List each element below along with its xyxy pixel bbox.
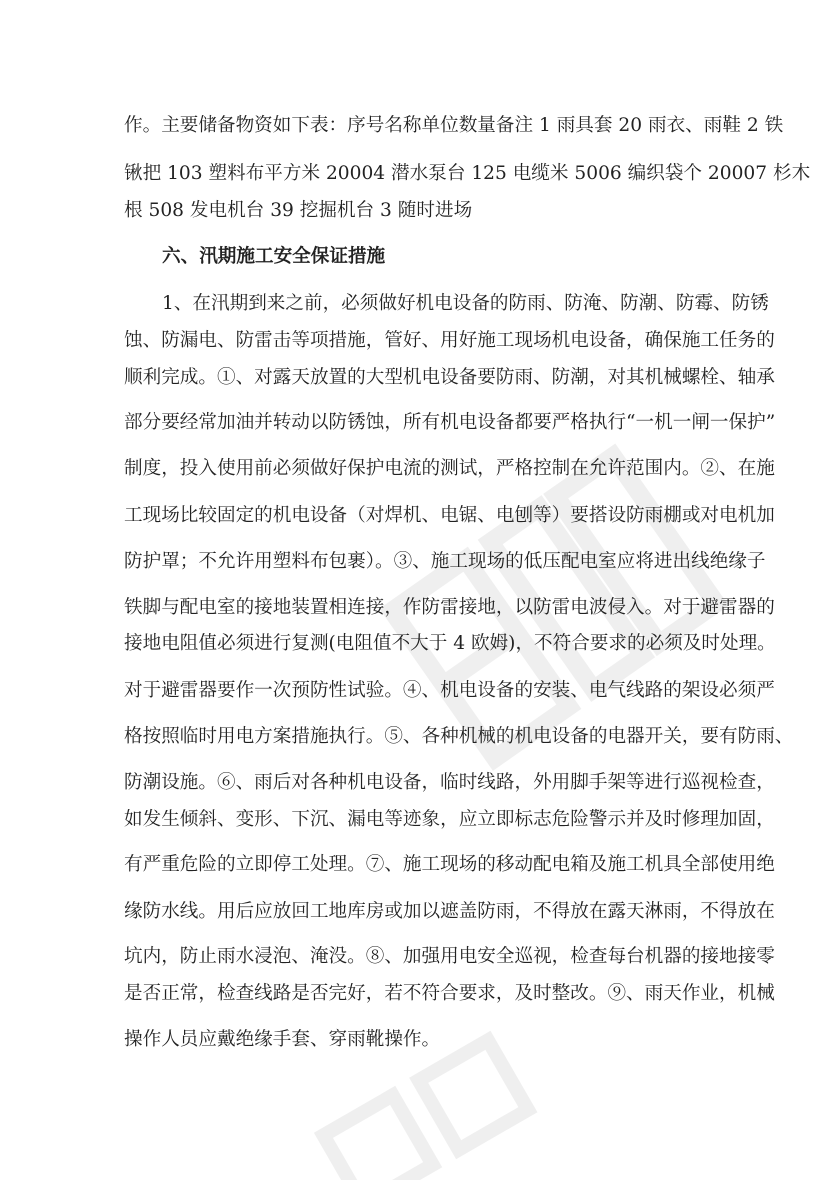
text-line: 对于避雷器要作一次预防性试验。④、机电设备的安装、电气线路的架设必须严: [124, 680, 775, 701]
text-line: 有严重危险的立即停工处理。⑦、施工现场的移动配电箱及施工机具全部使用绝: [124, 854, 775, 875]
text-line: 防护罩；不允许用塑料布包裹）。③、施工现场的低压配电室应将进出线绝缘子: [124, 551, 766, 572]
text-line: 操作人员应戴绝缘手套、穿雨靴操作。: [124, 1029, 441, 1050]
text-line: 坑内，防止雨水浸泡、淹没。⑧、加强用电安全巡视，检查每台机器的接地接零: [124, 946, 775, 967]
text-line: 顺利完成。①、对露天放置的大型机电设备要防雨、防潮，对其机械螺栓、轴承: [124, 367, 775, 388]
text-line: 格按照临时用电方案措施执行。⑤、各种机械的机电设备的电器开关，要有防雨、: [124, 726, 794, 747]
section-heading: 六、汛期施工安全保证措施: [162, 246, 386, 267]
watermark-mark-icon: [300, 1060, 560, 1180]
text-line: 防潮设施。⑥、雨后对各种机电设备，临时线路，外用脚手架等进行巡视检查，: [124, 772, 775, 793]
text-line: 作。主要储备物资如下表：序号名称单位数量备注 1 雨具套 20 雨衣、雨鞋 2 铁: [124, 115, 784, 136]
text-line: 是否正常，检查线路是否完好，若不符合要求，及时整改。⑨、雨天作业，机械: [124, 983, 775, 1004]
text-line: 缘防水线。用后应放回工地库房或加以遮盖防雨，不得放在露天淋雨，不得放在: [124, 901, 775, 922]
text-line: 工现场比较固定的机电设备（对焊机、电锯、电刨等）要搭设防雨棚或对电机加: [124, 505, 775, 526]
text-line: 部分要经常加油并转动以防锈蚀，所有机电设备都要严格执行“一机一闸一保护”: [124, 412, 776, 433]
text-line: 如发生倾斜、变形、下沉、漏电等迹象，应立即标志危险警示并及时修理加固，: [124, 809, 775, 830]
text-line: 蚀、防漏电、防雷击等项措施，管好、用好施工现场机电设备，确保施工任务的: [124, 330, 775, 351]
text-line: 1、在汛期到来之前，必须做好机电设备的防雨、防淹、防潮、防霉、防锈: [162, 293, 769, 314]
text-line: 根 508 发电机台 39 挖掘机台 3 随时进场: [124, 200, 473, 221]
text-line: 锹把 103 塑料布平方米 20004 潜水泵台 125 电缆米 5006 编织袋个 20007 杉木: [124, 163, 811, 184]
text-line: 铁脚与配电室的接地装置相连接，作防雷接地，以防雷电波侵入。对于避雷器的: [124, 597, 775, 618]
text-line: 制度，投入使用前必须做好保护电流的测试，严格控制在允许范围内。②、在施: [124, 458, 775, 479]
text-line: 接地电阻值必须进行复测(电阻值不大于 4 欧姆)，不符合要求的必须及时处理。: [124, 633, 776, 654]
